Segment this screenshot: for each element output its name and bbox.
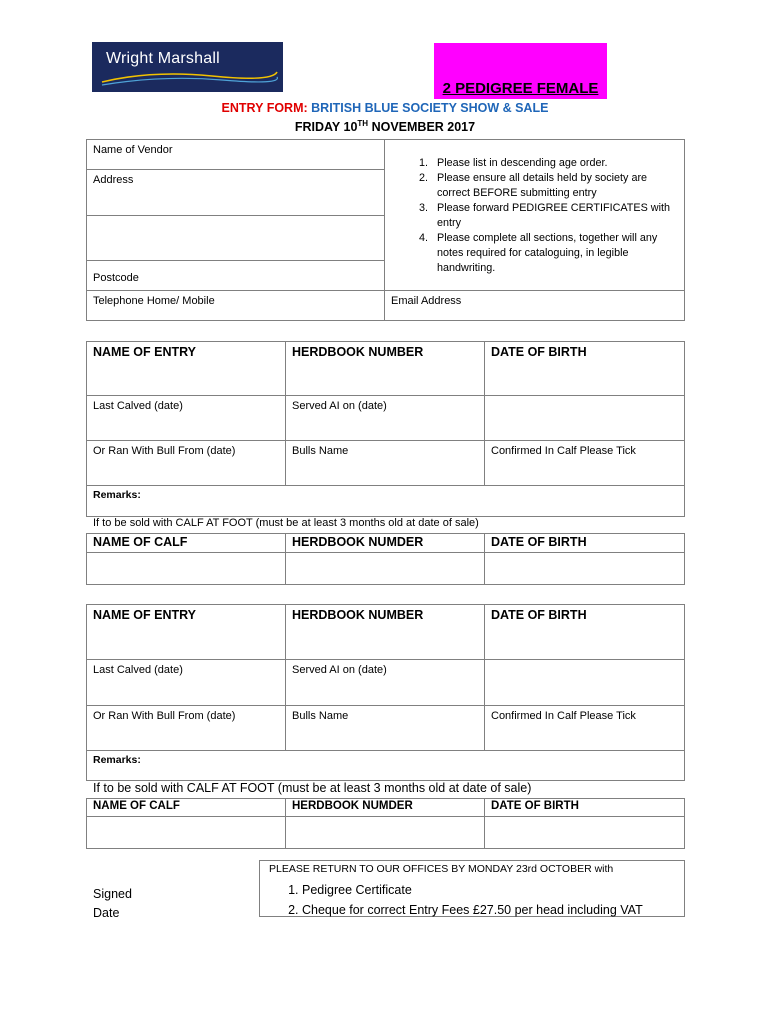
entry-1-ran-with-bull-field[interactable] [87, 441, 286, 486]
date-of-birth-label: DATE OF BIRTH [491, 345, 587, 359]
calf-2-dob-field[interactable] [485, 817, 685, 849]
calf-2-table [86, 798, 685, 849]
calf-herdbook-label: HERDBOOK NUMDER [292, 800, 413, 812]
confirmed-in-calf-label: Confirmed In Calf Please Tick [491, 710, 636, 722]
entry-1-table [86, 341, 685, 517]
calf-2-dob-header [485, 799, 685, 817]
vendor-telephone-label: Telephone Home/ Mobile [93, 295, 215, 307]
date-of-birth-label: DATE OF BIRTH [491, 608, 587, 622]
served-ai-label: Served AI on (date) [292, 400, 387, 412]
entry-1-confirmed-in-calf-field[interactable] [485, 441, 685, 486]
bulls-name-label: Bulls Name [292, 445, 349, 457]
vendor-name-label: Name of Vendor [93, 144, 173, 156]
calf-1-table [86, 533, 685, 585]
entry-1-dob-field[interactable] [485, 342, 685, 396]
entry-2-remarks-field[interactable] [87, 751, 685, 781]
vendor-email-label: Email Address [391, 295, 462, 307]
entry-2-herdbook-field[interactable] [286, 605, 485, 660]
logo-text: Wright Marshall [106, 50, 220, 67]
return-heading: PLEASE RETURN TO OUR OFFICES BY MONDAY 23rd OCTOBER with [269, 863, 614, 875]
vendor-postcode-label: Postcode [93, 272, 139, 284]
entry-1-last-calved-field[interactable] [87, 396, 286, 441]
name-of-calf-label: NAME OF CALF [93, 800, 180, 812]
vendor-table [86, 139, 685, 321]
event-date-suffix: TH [357, 119, 369, 128]
remarks-label: Remarks: [93, 754, 141, 766]
name-of-calf-label: NAME OF CALF [93, 535, 188, 549]
signed-label: Signed [93, 887, 132, 901]
entry-2-bulls-name-field[interactable] [286, 706, 485, 751]
name-of-entry-label: NAME OF ENTRY [93, 345, 197, 359]
vendor-telephone-field[interactable] [87, 291, 385, 321]
entry-1-served-ai-field[interactable] [286, 396, 485, 441]
ran-with-bull-label: Or Ran With Bull From (date) [93, 710, 236, 722]
entry-form-heading [0, 101, 770, 115]
calf-1-dob-field[interactable] [485, 553, 685, 585]
return-items-list [274, 880, 643, 920]
entry-2-ran-with-bull-field[interactable] [87, 706, 286, 751]
entry-form-event: BRITISH BLUE SOCIETY SHOW & SALE [311, 101, 549, 115]
vendor-postcode-field[interactable] [87, 261, 385, 291]
instruction-item: 2. Please ensure all details held by society are correct BEFORE submitting entry [431, 171, 676, 201]
entry-2-blank-field[interactable] [485, 660, 685, 706]
bulls-name-label: Bulls Name [292, 710, 349, 722]
entry-2-confirmed-in-calf-field[interactable] [485, 706, 685, 751]
instructions-cell [385, 140, 685, 291]
instructions-list [385, 156, 684, 276]
calf-1-dob-header [485, 534, 685, 553]
entry-form-prefix: ENTRY FORM: [221, 101, 308, 115]
entry-1-name-field[interactable] [87, 342, 286, 396]
entry-1-herdbook-field[interactable] [286, 342, 485, 396]
event-date [0, 119, 770, 134]
vendor-name-field[interactable] [87, 140, 385, 170]
return-instructions-box [259, 860, 685, 917]
vendor-address-field[interactable] [87, 170, 385, 216]
herdbook-number-label: HERDBOOK NUMBER [292, 345, 424, 359]
calf-2-herdbook-field[interactable] [286, 817, 485, 849]
return-item: 1. Pedigree Certificate [302, 880, 643, 900]
vendor-email-field[interactable] [385, 291, 685, 321]
calf-dob-label: DATE OF BIRTH [491, 800, 579, 812]
vendor-address-label: Address [93, 174, 134, 186]
entry-2-table [86, 604, 685, 781]
form-title: 2 PEDIGREE FEMALE [442, 80, 599, 97]
name-of-entry-label: NAME OF ENTRY [93, 608, 197, 622]
vendor-address-line-2[interactable] [87, 216, 385, 261]
calf-1-herdbook-field[interactable] [286, 553, 485, 585]
entry-2-served-ai-field[interactable] [286, 660, 485, 706]
date-label: Date [93, 906, 120, 920]
remarks-label: Remarks: [93, 489, 141, 501]
ran-with-bull-label: Or Ran With Bull From (date) [93, 445, 236, 457]
calf-at-foot-note: If to be sold with CALF AT FOOT (must be at least 3 months old at date of sale) [93, 517, 479, 529]
instruction-item: 3. Please forward PEDIGREE CERTIFICATES with entry [431, 201, 676, 231]
calf-1-name-header [87, 534, 286, 553]
form-title-box [434, 43, 607, 99]
calf-at-foot-note: If to be sold with CALF AT FOOT (must be at least 3 months old at date of sale) [93, 781, 532, 795]
calf-2-name-header [87, 799, 286, 817]
entry-2-last-calved-field[interactable] [87, 660, 286, 706]
calf-1-name-field[interactable] [87, 553, 286, 585]
return-item: 2. Cheque for correct Entry Fees £27.50 per head including VAT [302, 900, 643, 920]
last-calved-label: Last Calved (date) [93, 400, 183, 412]
calf-herdbook-label: HERDBOOK NUMDER [292, 535, 424, 549]
entry-1-bulls-name-field[interactable] [286, 441, 485, 486]
entry-1-remarks-field[interactable] [87, 486, 685, 517]
wright-marshall-logo [92, 42, 283, 92]
event-date-day: FRIDAY 10 [294, 120, 358, 135]
calf-dob-label: DATE OF BIRTH [491, 535, 587, 549]
instruction-item: 1. Please list in descending age order. [431, 156, 676, 171]
event-date-rest: NOVEMBER 2017 [371, 120, 476, 135]
calf-1-herdbook-header [286, 534, 485, 553]
entry-2-dob-field[interactable] [485, 605, 685, 660]
entry-2-name-field[interactable] [87, 605, 286, 660]
calf-2-name-field[interactable] [87, 817, 286, 849]
last-calved-label: Last Calved (date) [93, 664, 183, 676]
entry-1-blank-field[interactable] [485, 396, 685, 441]
instruction-item: 4. Please complete all sections, together will any notes required for cataloguing, in legible handwriting. [431, 231, 676, 276]
confirmed-in-calf-label: Confirmed In Calf Please Tick [491, 445, 636, 457]
calf-2-herdbook-header [286, 799, 485, 817]
served-ai-label: Served AI on (date) [292, 664, 387, 676]
herdbook-number-label: HERDBOOK NUMBER [292, 608, 424, 622]
